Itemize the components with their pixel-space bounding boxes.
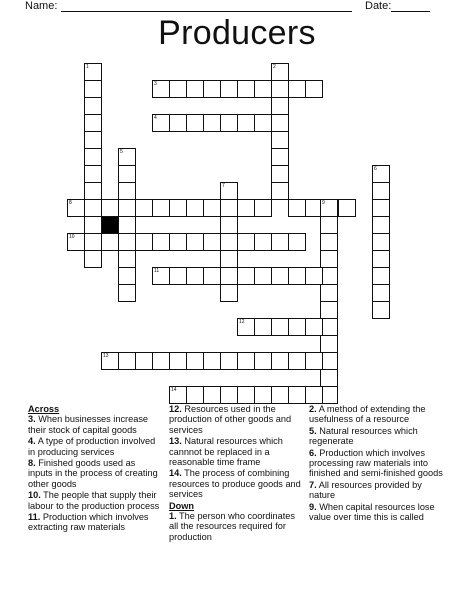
crossword-cell[interactable] bbox=[320, 301, 338, 319]
crossword-cell[interactable] bbox=[152, 352, 170, 370]
clues-column-2 bbox=[169, 404, 302, 543]
crossword-cell[interactable] bbox=[118, 352, 136, 370]
crossword-cell[interactable] bbox=[320, 250, 338, 268]
crossword-cell[interactable] bbox=[271, 182, 289, 200]
crossword-cell[interactable] bbox=[186, 199, 204, 217]
clues-column-1 bbox=[28, 404, 162, 534]
crossword-cell[interactable] bbox=[152, 233, 170, 251]
crossword-cell[interactable] bbox=[84, 97, 102, 115]
crossword-cell[interactable] bbox=[118, 216, 136, 234]
clue-number: 5 bbox=[120, 149, 123, 155]
clue-down-6: 6. Production which involves processing raw materials into finished and semi-finished goods bbox=[309, 447, 443, 479]
crossword-cell[interactable] bbox=[288, 233, 306, 251]
crossword-cell[interactable] bbox=[305, 352, 323, 370]
clue-across-10: 10. The people that supply their labour to the production process bbox=[28, 490, 160, 511]
crossword-cell[interactable] bbox=[271, 318, 289, 336]
crossword-cell[interactable] bbox=[372, 233, 390, 251]
crossword-cell[interactable] bbox=[84, 131, 102, 149]
clue-number: 2 bbox=[273, 64, 276, 70]
crossword-cell[interactable] bbox=[254, 386, 272, 404]
crossword-cell[interactable] bbox=[271, 114, 289, 132]
clue-down-2: 2. A method of extending the usefulness of a resource bbox=[309, 404, 426, 425]
crossword-cell[interactable] bbox=[203, 233, 221, 251]
crossword-cell[interactable] bbox=[271, 97, 289, 115]
clue-number: 14 bbox=[171, 387, 177, 393]
crossword-cell[interactable] bbox=[271, 148, 289, 166]
crossword-cell[interactable] bbox=[220, 250, 238, 268]
crossword-cell[interactable] bbox=[237, 267, 255, 285]
clue-number: 1 bbox=[86, 64, 89, 70]
crossword-cell[interactable] bbox=[220, 352, 238, 370]
crossword-cell[interactable] bbox=[237, 114, 255, 132]
crossword-cell[interactable] bbox=[372, 182, 390, 200]
crossword-cell[interactable] bbox=[186, 386, 204, 404]
crossword-cell[interactable] bbox=[372, 216, 390, 234]
crossword-cell[interactable] bbox=[288, 352, 306, 370]
crossword-cell[interactable] bbox=[203, 80, 221, 98]
clue-across-3: 3. When businesses increase their stock of capital goods bbox=[28, 414, 149, 435]
clue-across-8: 8. Finished goods used as inputs in the process of creating other goods bbox=[28, 458, 158, 489]
crossword-cell[interactable] bbox=[254, 199, 272, 217]
crossword-cell[interactable] bbox=[169, 352, 187, 370]
crossword-cell[interactable] bbox=[101, 199, 119, 217]
crossword-cell[interactable] bbox=[135, 199, 153, 217]
clue-number: 8 bbox=[69, 200, 72, 206]
crossword-cell[interactable] bbox=[372, 301, 390, 319]
crossword-cell[interactable] bbox=[169, 80, 187, 98]
clue-number: 3 bbox=[154, 81, 157, 87]
crossword-cell[interactable] bbox=[101, 233, 119, 251]
crossword-cell[interactable] bbox=[220, 114, 238, 132]
crossword-cell[interactable] bbox=[271, 131, 289, 149]
crossword-cell[interactable] bbox=[203, 352, 221, 370]
crossword-cell[interactable] bbox=[237, 80, 255, 98]
crossword-cell[interactable] bbox=[203, 114, 221, 132]
crossword-cell[interactable] bbox=[152, 199, 170, 217]
crossword-cell[interactable] bbox=[237, 233, 255, 251]
crossword-cell[interactable] bbox=[305, 318, 323, 336]
crossword-cell[interactable] bbox=[84, 182, 102, 200]
crossword-cell[interactable] bbox=[271, 80, 289, 98]
crossword-block bbox=[101, 216, 119, 234]
crossword-cell[interactable] bbox=[320, 284, 338, 302]
clue-number: 10 bbox=[69, 234, 75, 240]
clue-number: 12 bbox=[239, 319, 245, 325]
crossword-cell[interactable] bbox=[372, 250, 390, 268]
crossword-cell[interactable] bbox=[118, 250, 136, 268]
crossword-cell[interactable] bbox=[220, 284, 238, 302]
crossword-cell[interactable] bbox=[320, 335, 338, 353]
crossword-cell[interactable] bbox=[186, 114, 204, 132]
clues-column-3 bbox=[309, 404, 445, 523]
name-label: Name: bbox=[25, 0, 58, 12]
crossword-cell[interactable] bbox=[203, 386, 221, 404]
crossword-cell[interactable] bbox=[186, 352, 204, 370]
crossword-cell[interactable] bbox=[135, 352, 153, 370]
crossword-cell[interactable] bbox=[220, 267, 238, 285]
crossword-cell[interactable] bbox=[372, 284, 390, 302]
clue-number: 6 bbox=[374, 166, 377, 172]
clue-number: 9 bbox=[322, 200, 325, 206]
crossword-cell[interactable] bbox=[169, 199, 187, 217]
crossword-cell[interactable] bbox=[372, 267, 390, 285]
crossword-cell[interactable] bbox=[271, 386, 289, 404]
crossword-cell[interactable] bbox=[84, 199, 102, 217]
crossword-cell[interactable] bbox=[84, 233, 102, 251]
crossword-cell[interactable] bbox=[254, 80, 272, 98]
clue-down-5: 5. Natural resources which regenerate bbox=[309, 425, 418, 447]
crossword-cell[interactable] bbox=[186, 80, 204, 98]
crossword-cell[interactable] bbox=[288, 199, 306, 217]
crossword-cell[interactable] bbox=[84, 148, 102, 166]
crossword-cell[interactable] bbox=[305, 267, 323, 285]
crossword-cell[interactable] bbox=[288, 318, 306, 336]
crossword-cell[interactable] bbox=[84, 80, 102, 98]
crossword-cell[interactable] bbox=[84, 216, 102, 234]
clue-across-14: 14. The process of combining resources to produce goods and services bbox=[169, 468, 301, 500]
crossword-cell[interactable] bbox=[254, 318, 272, 336]
clue-across-11: 11. Production which involves extracting raw materials bbox=[28, 512, 149, 533]
crossword-cell[interactable] bbox=[288, 80, 306, 98]
clue-number: 4 bbox=[154, 115, 157, 121]
clue-number: 11 bbox=[154, 268, 160, 274]
crossword-cell[interactable] bbox=[237, 352, 255, 370]
crossword-cell[interactable] bbox=[288, 386, 306, 404]
crossword-cell[interactable] bbox=[320, 233, 338, 251]
crossword-cell[interactable] bbox=[305, 80, 323, 98]
across-heading: Across bbox=[28, 404, 60, 414]
crossword-cell[interactable] bbox=[305, 386, 323, 404]
crossword-cell[interactable] bbox=[118, 267, 136, 285]
crossword-cell[interactable] bbox=[186, 233, 204, 251]
crossword-cell[interactable] bbox=[169, 267, 187, 285]
crossword-cell[interactable] bbox=[169, 114, 187, 132]
crossword-cell[interactable] bbox=[320, 216, 338, 234]
crossword-cell[interactable] bbox=[118, 182, 136, 200]
crossword-cell[interactable] bbox=[338, 199, 356, 217]
clue-down-1: 1. The person who coordinates all the resources required for production bbox=[169, 511, 295, 542]
crossword-cell[interactable] bbox=[220, 80, 238, 98]
crossword-cell[interactable] bbox=[271, 267, 289, 285]
crossword-cell[interactable] bbox=[271, 165, 289, 183]
clue-number: 13 bbox=[103, 353, 109, 359]
clue-across-12: 12. Resources used in the production of other goods and services bbox=[169, 404, 292, 435]
crossword-cell[interactable] bbox=[169, 233, 187, 251]
crossword-cell[interactable] bbox=[254, 267, 272, 285]
crossword-cell[interactable] bbox=[118, 165, 136, 183]
clue-number: 7 bbox=[222, 183, 225, 189]
clue-across-13: 13. Natural resources which cannnot be replaced in a reasonable time frame bbox=[169, 436, 283, 468]
clue-down-9: 9. When capital resources lose value over time this is called bbox=[309, 501, 435, 523]
puzzle-title: Producers bbox=[158, 14, 316, 52]
crossword-cell[interactable] bbox=[372, 199, 390, 217]
crossword-cell[interactable] bbox=[220, 386, 238, 404]
crossword-cell[interactable] bbox=[254, 233, 272, 251]
crossword-cell[interactable] bbox=[271, 352, 289, 370]
crossword-cell[interactable] bbox=[118, 284, 136, 302]
crossword-cell[interactable] bbox=[254, 352, 272, 370]
crossword-cell[interactable] bbox=[220, 216, 238, 234]
clue-across-4: 4. A type of production involved in producing services bbox=[28, 436, 156, 457]
crossword-cell[interactable] bbox=[203, 199, 221, 217]
crossword-cell[interactable] bbox=[237, 386, 255, 404]
crossword-cell[interactable] bbox=[84, 165, 102, 183]
crossword-cell[interactable] bbox=[84, 114, 102, 132]
crossword-cell[interactable] bbox=[84, 250, 102, 268]
crossword-cell[interactable] bbox=[320, 369, 338, 387]
down-heading: Down bbox=[169, 500, 195, 511]
crossword-cell[interactable] bbox=[288, 267, 306, 285]
clue-down-7: 7. All resources provided by nature bbox=[309, 479, 422, 501]
crossword-cell[interactable] bbox=[237, 199, 255, 217]
date-label: Date: bbox=[365, 0, 392, 12]
crossword-cell[interactable] bbox=[271, 233, 289, 251]
crossword-cell[interactable] bbox=[135, 233, 153, 251]
crossword-cell[interactable] bbox=[254, 114, 272, 132]
crossword-cell[interactable] bbox=[203, 267, 221, 285]
crossword-cell[interactable] bbox=[186, 267, 204, 285]
